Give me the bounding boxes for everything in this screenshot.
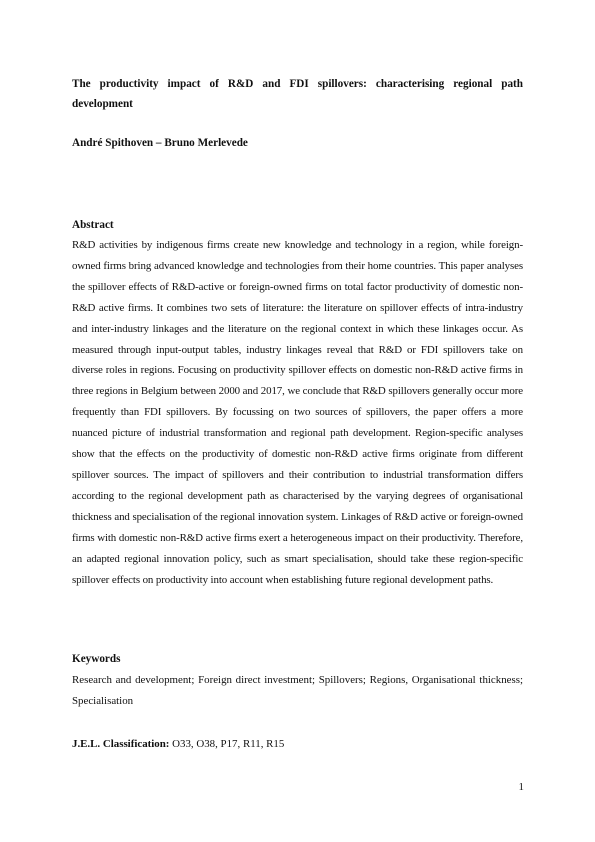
jel-label: J.E.L. Classification: [72, 738, 170, 750]
author-line: André Spithoven – Bruno Merlevede [72, 137, 248, 149]
page-number: 1 [518, 781, 524, 793]
keywords-paragraph: Research and development; Foreign direct investment; Spillovers; Regions, Organisational thickness; Specialisation [72, 674, 523, 707]
paper-title: The productivity impact of R&D and FDI spillovers: characterising regional path development [72, 78, 523, 110]
keywords-heading: Keywords [72, 653, 121, 665]
jel-codes: O33, O38, P17, R11, R15 [169, 738, 285, 750]
abstract-heading: Abstract [72, 219, 114, 231]
abstract-paragraph: R&D activities by indigenous firms create new knowledge and technology in a region, while foreign-owned firms bring advanced knowledge and technologies from their home countries. This paper analyses the spillover effects of R&D-active or foreign-owned firms on total factor productivity of domestic non-R&D active firms. It combines two sets of literature: the literature on spillover effects of intra-industry and inter-industry linkages and the literature on the regional context in which these linkages occur. As measured through input-output tables, industry linkages reveal that R&D or FDI spillovers take on diverse roles in regions. Focusing on productivity spillover effects on domestic non-R&D active firms in three regions in Belgium between 2000 and 2017, we conclude that R&D spillovers generally occur more frequently than FDI spillovers. By focussing on two sources of spillovers, the paper offers a more nuanced picture of industrial transformation and regional path development. Region-specific analyses show that the effects on the productivity of domestic non-R&D active firms originate from different spillover sources. The impact of spillovers and their contribution to industrial transformation differs according to the regional development path as characterised by the varying degrees of organisational thickness and specialisation of the regional innovation system. Linkages of R&D active or foreign-owned firms with domestic non-R&D active firms exert a heterogeneous impact on their productivity. Therefore, an adapted regional innovation policy, such as smart specialisation, should take these region-specific spillover effects on productivity into account when establishing future regional development paths. [72, 239, 523, 586]
jel-classification [72, 736, 523, 752]
